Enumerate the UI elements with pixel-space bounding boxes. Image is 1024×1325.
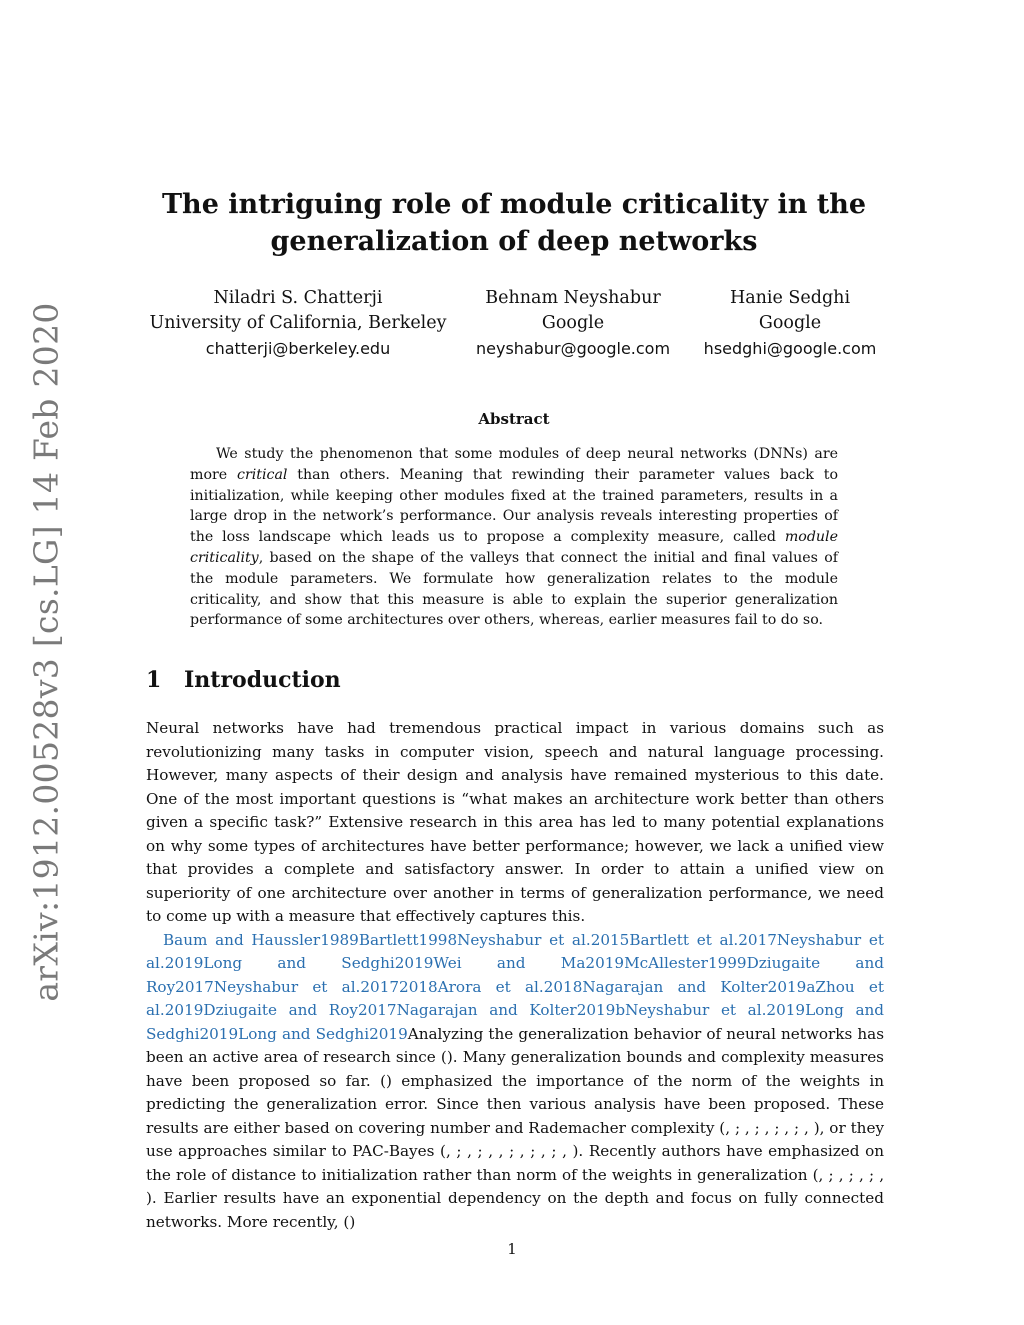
paragraph-text: ; [794,1118,804,1137]
paragraph-text: ; [734,1118,745,1137]
citation-link[interactable]: Arora et al. [437,977,544,996]
paragraph-text: ; [456,1142,468,1160]
paragraph-text: ( [380,1071,387,1090]
arxiv-identifier: arXiv:1912.00528v3 [cs.LG] 14 Feb 2020 [26,302,66,1002]
paragraph-text: , [784,1118,794,1137]
abstract-text [190,444,838,631]
paragraph-text: , [764,1118,775,1137]
paragraph-text: ( [343,1212,350,1231]
citation-link[interactable]: Long and Sedghi [203,954,395,972]
title-line-2: generalization of deep networks [270,226,758,257]
author-affiliation: Google [541,313,605,333]
paragraph-text: , [540,1142,552,1160]
citation-link[interactable]: 1999 [707,954,747,972]
citation-link[interactable]: 2017 [175,977,214,996]
author-block [140,286,890,366]
citation-link[interactable]: 2019 [199,1024,239,1043]
author-email: hsedghi@google.com [703,339,877,358]
author-1 [140,286,456,361]
author-name: Hanie Sedghi [729,288,851,308]
author-email: neyshabur@google.com [476,339,671,358]
citation-link[interactable]: Dziugaite and Roy [203,1001,358,1019]
citation-link[interactable]: Nagarajan and Kolter [582,977,768,996]
paragraph-text: , [498,1142,510,1160]
citation-link[interactable]: 2017 [357,1001,397,1019]
citation-link[interactable]: Long and Sedghi [238,1024,370,1043]
abstract-segment: than others. Meaning that rewinding their parameter values back to initialization, while keeping other modules fixed at the trained parameters, results in a large drop in the network’s performance. Our analysis reveals interesting properties of the loss landscape which leads us to propose a complexity measure, called [190,466,838,546]
citation-link[interactable]: McAllester [624,954,708,972]
abstract-heading: Abstract [478,410,550,428]
citation-link[interactable]: Bartlett et al. [629,930,739,949]
citation-link[interactable]: Neyshabur et al. [146,930,884,972]
paragraph-text: ) emphasized the importance of the norm of the weights in predicting the generalization error. Since then various analysis have been proposed. These results are either based on covering number and Rademacher complexity ( [146,1071,884,1137]
paragraph-text: , [445,1142,457,1160]
paragraph-text: , [725,1118,735,1137]
paragraph-text: ) [349,1212,356,1231]
paragraph-text: , [803,1118,814,1137]
citation-link[interactable]: 1989 [320,930,359,949]
paragraph-text: ). Earlier results have an exponential dependency on the depth and focus on fully connected networks. More recently, [146,1189,884,1231]
paragraph-text: , [744,1118,755,1137]
citation-link[interactable]: 2019a [767,977,816,996]
paragraph-text: , [879,1165,885,1184]
citation-link[interactable]: 2017 [738,930,777,949]
paragraph-text: , [488,1142,499,1160]
author-affiliation: University of California, Berkeley [149,313,447,333]
citation-link[interactable]: 1998 [418,930,458,949]
citation-link[interactable]: 2019 [766,1001,806,1019]
paragraph-text: ; [754,1118,765,1137]
citation-link[interactable]: 2019b [576,1001,626,1019]
paragraph-text: ; [477,1142,489,1160]
paragraph-text: ; [509,1142,520,1160]
citation-link[interactable]: Dziugaite and Roy [146,954,884,996]
paragraph-1: Neural networks have had tremendous practical impact in various domains such as revolutionizing many tasks in computer vision, speech and natural language processing. However, many aspects of their design and analysis have remained mysterious to this date. One of the most important questions is “what makes an architecture work better than others given a specific task?” Extensive research in this area has led to many potential explanations on why some types of architectures have better performance; however, we lack a unified view that provides a complete and satisfactory answer. In order to attain a unified view on superiority of one architecture over another in terms of generalization performance, we need to come up with a measure that effectively captures this. [146,719,884,925]
paragraph-text: ; [530,1142,541,1160]
paragraph-text: , [467,1142,478,1160]
citation-link[interactable]: Bartlett [358,930,419,949]
paper-title [150,186,878,260]
author-name: Behnam Neyshabur [485,288,661,308]
citation-link[interactable]: 2019 [394,954,434,972]
citation-link[interactable]: 2018 [543,977,583,996]
paragraph-text: , [838,1165,849,1184]
paragraph-text: Analyzing the generalization behavior of neural networks has been an active area of research since [146,1024,885,1066]
author-2 [476,286,670,361]
paragraph-text: ). Many generalization bounds and complexity measures have been proposed so far. [146,1048,884,1090]
citation-link[interactable]: 2019 [164,1001,204,1019]
citation-link[interactable]: Neyshabur et al. [625,1001,767,1019]
citation-link[interactable]: Nagarajan and Kolter [396,1001,577,1019]
paragraph-2 [146,929,884,1235]
author-email: chatterji@berkeley.edu [205,339,391,358]
paragraph-text: , [858,1165,869,1184]
abstract-emphasis: critical [237,466,288,483]
citation-link[interactable]: 2017 [360,977,400,996]
introduction-body [146,717,884,1234]
paragraph-text: ( [440,1048,447,1066]
citation-link[interactable]: Baum and Haussler [163,930,321,949]
citation-link[interactable]: Neyshabur et al. [457,930,591,949]
page-number: 1 [507,1240,517,1258]
citation-link[interactable]: Neyshabur et al. [213,977,361,996]
abstract-emphasis: module criticality [190,529,838,566]
paragraph-text: ; [828,1165,839,1184]
author-3 [700,286,880,361]
paragraph-text: , [519,1142,531,1160]
citation-link[interactable]: 2015 [590,930,630,949]
paragraph-text: ; [774,1118,785,1137]
citation-link[interactable]: Wei and Ma [433,954,586,972]
title-line-1: The intriguing role of module criticality in the [161,189,867,220]
citation-link[interactable]: Zhou et al. [146,977,884,1019]
citation-link[interactable]: 2018 [399,977,438,996]
citation-link[interactable]: Long and Sedghi [146,1001,885,1043]
abstract-segment: We study the phenomenon that some modules of deep neural networks (DNNs) are more [190,446,838,483]
citation-link[interactable]: 2019 [164,954,204,972]
paragraph-text: , [818,1165,829,1184]
paragraph-text: ; [848,1165,859,1184]
paragraph-text: ; [551,1142,563,1160]
section-title: Introduction [184,667,341,693]
paragraph-text: ), or they use approaches similar to PAC-Bayes ( [146,1118,885,1160]
paragraph-text: ; [868,1165,880,1184]
citation-link[interactable]: 2019 [585,954,625,972]
paragraph-text: ). Recently authors have emphasized on the role of distance to initialization rather than norm of the weights in generalization ( [146,1142,884,1184]
citation-link[interactable]: 2019 [369,1024,408,1043]
section-number: 1 [146,667,162,693]
abstract-segment: , based on the shape of the valleys that connect the initial and final values of the module parameters. We formulate how generalization relates to the module criticality, and show that this measure is able to explain the superior generalization performance of some architectures over others, whereas, earlier measures fail to do so. [190,549,838,629]
paragraph-text: , [562,1142,573,1160]
author-name: Niladri S. Chatterji [213,288,383,308]
section-heading [146,667,341,693]
author-affiliation: Google [758,313,822,333]
